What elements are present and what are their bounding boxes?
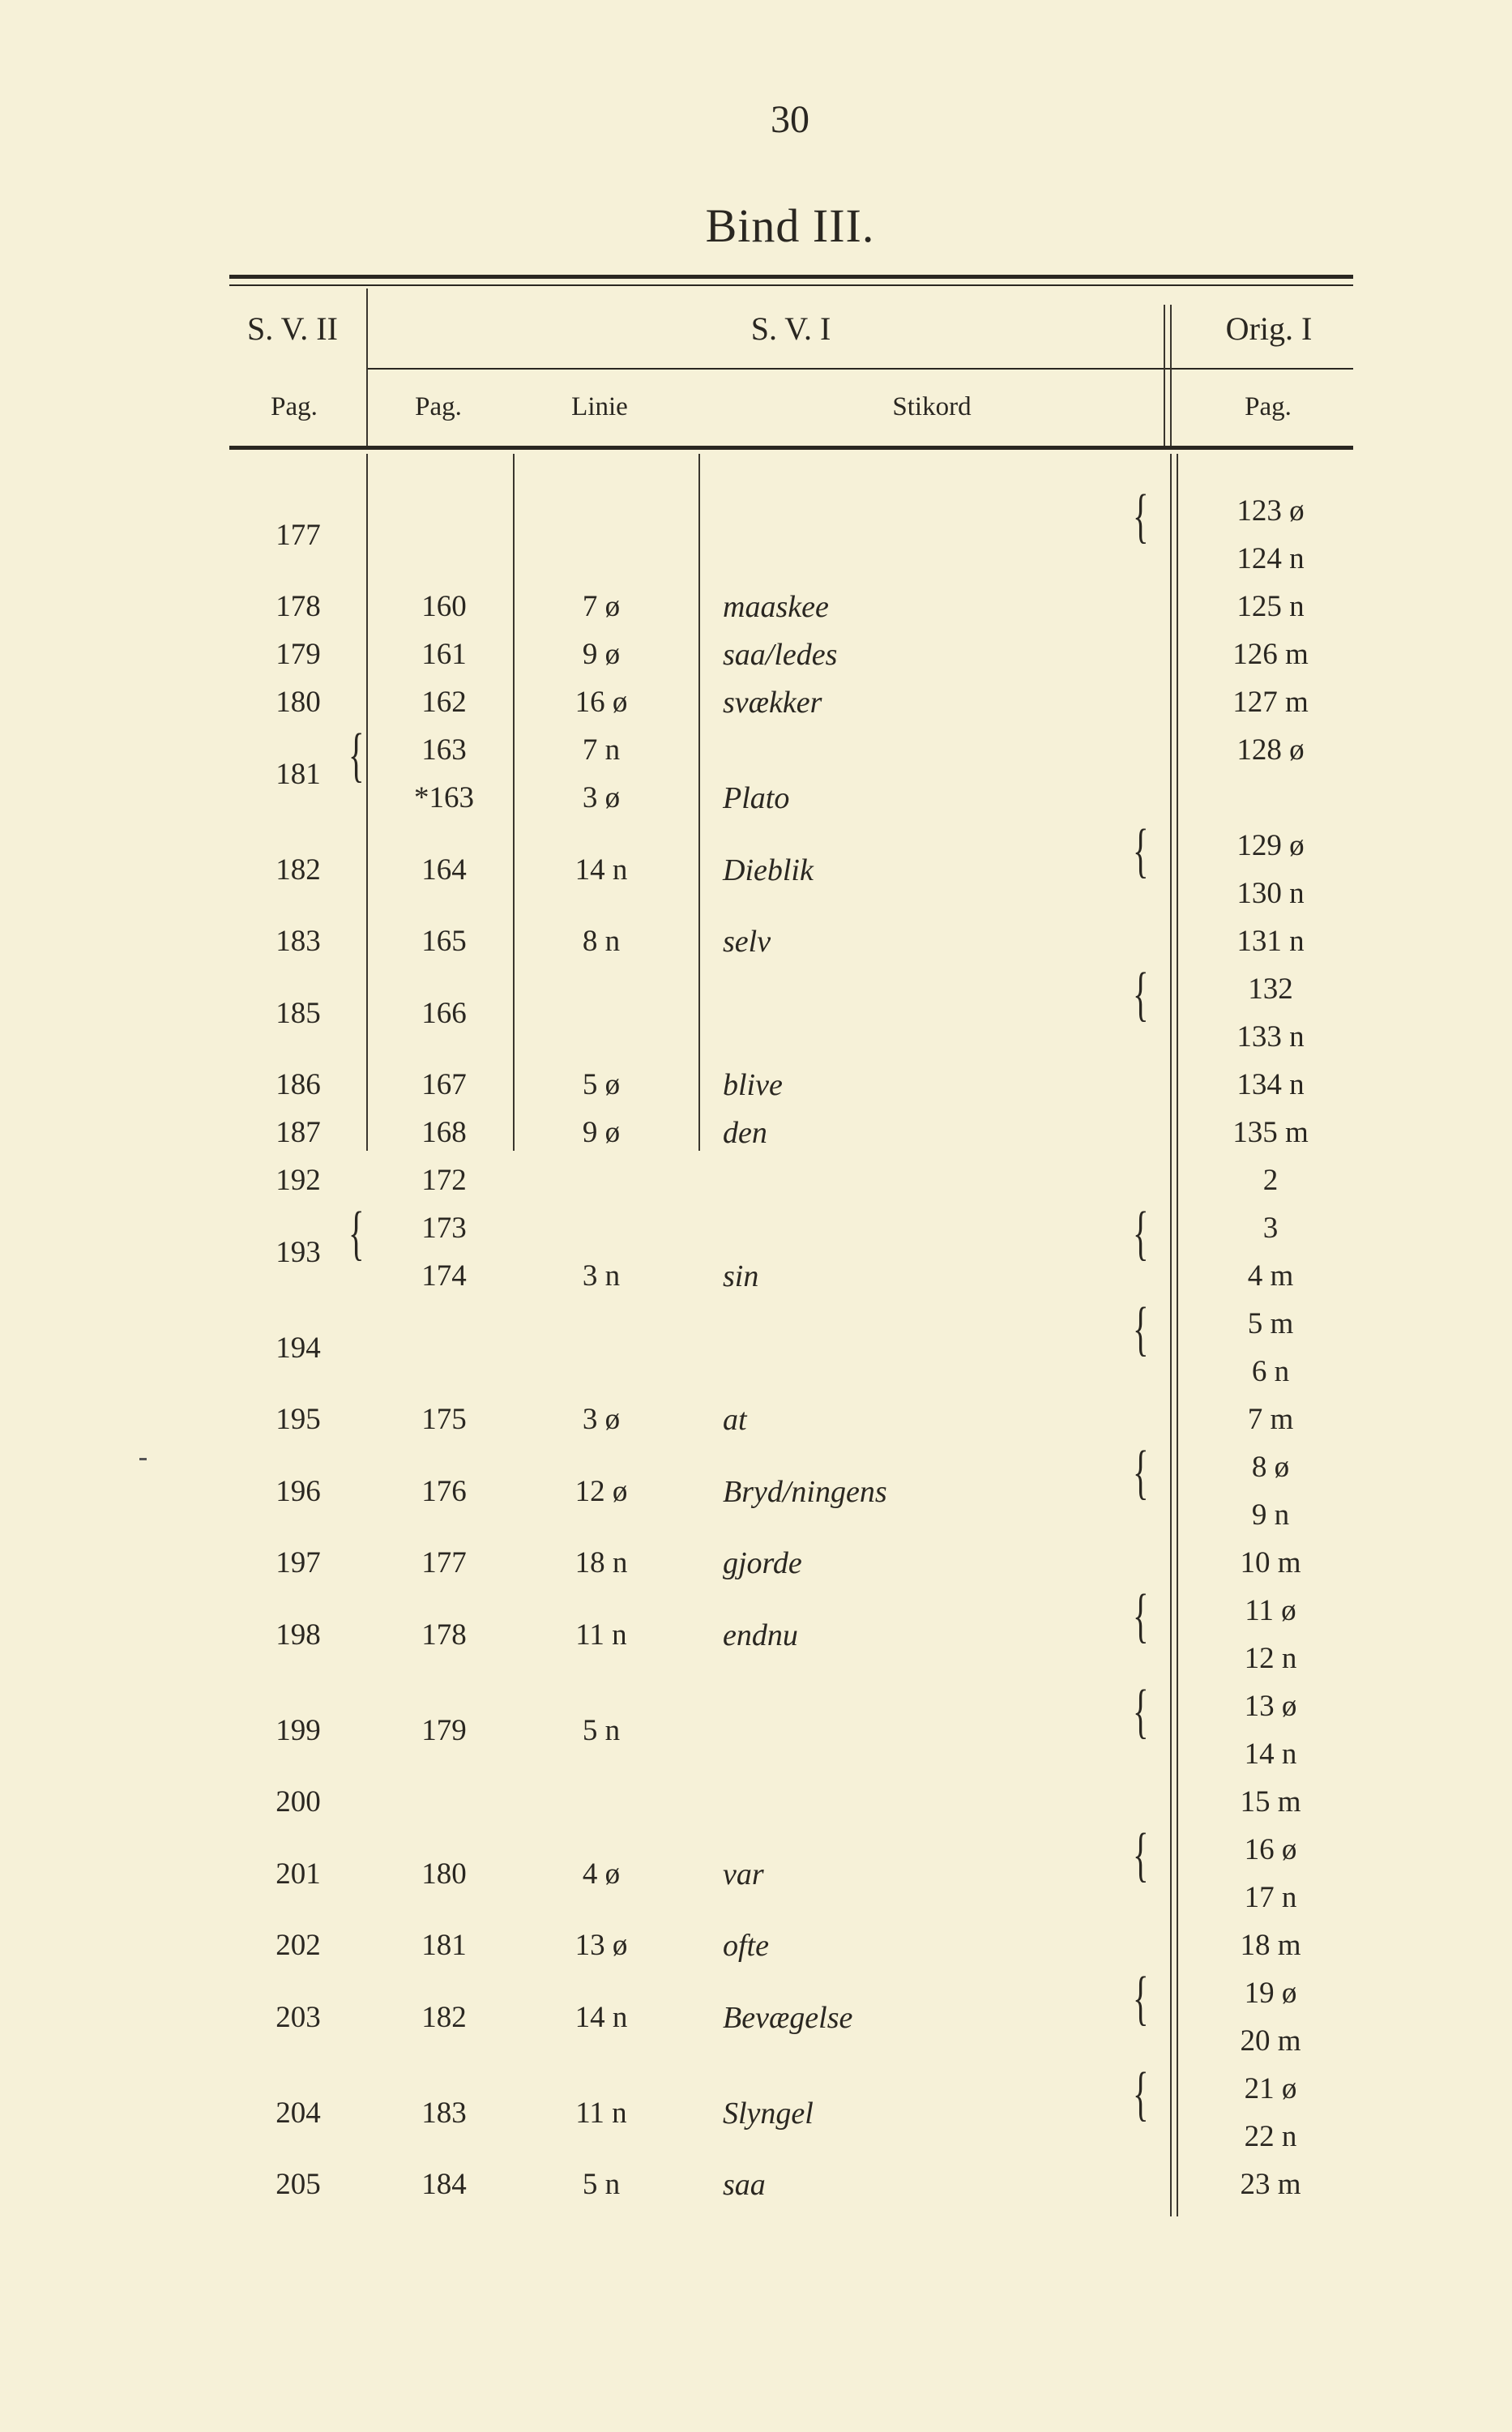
sv1-line: 8 n: [582, 925, 621, 958]
sv1-page: 184: [421, 2168, 467, 2201]
stikord: svækker: [723, 686, 822, 720]
sv2-page: 181: [275, 757, 321, 791]
header-bottom-rule: [229, 446, 1353, 450]
sv2-page: 198: [275, 1618, 321, 1652]
orig-page: 2: [1262, 1164, 1279, 1197]
sv1-page: 162: [421, 686, 467, 719]
orig-page: 23 m: [1240, 2168, 1301, 2201]
sv1-page: 167: [421, 1068, 467, 1101]
sv2-page: 201: [275, 1857, 321, 1891]
sv2-page: 180: [275, 686, 321, 719]
page-number: 30: [771, 98, 809, 141]
orig-page: 129 ø: [1237, 829, 1305, 862]
orig-page: 22 n: [1244, 2120, 1297, 2153]
sv1-page: 180: [421, 1857, 467, 1891]
stray-ink-mark: [139, 1458, 147, 1460]
sv1-page: 178: [421, 1618, 467, 1652]
orig-page: 10 m: [1240, 1546, 1301, 1579]
sv2-page: 179: [275, 638, 321, 671]
sv2-page: 187: [275, 1116, 321, 1149]
stikord: Bevægelse: [723, 2000, 853, 2035]
sv2-page: 182: [275, 853, 321, 887]
sv1-line: 12 ø: [574, 1474, 628, 1508]
sv1-line: 5 n: [582, 2168, 621, 2201]
orig-page: 14 n: [1244, 1737, 1297, 1771]
sv1-page: 174: [421, 1259, 467, 1293]
sv2-page: 194: [275, 1331, 321, 1365]
header-linie: Linie: [571, 392, 628, 421]
orig-page: 18 m: [1240, 1929, 1301, 1962]
sv2-page: 192: [275, 1164, 321, 1197]
orig-brace: {: [1133, 1822, 1149, 1888]
orig-page: 20 m: [1240, 2024, 1301, 2058]
orig-page: 9 n: [1251, 1498, 1290, 1532]
rule-before-orig-header-2: [1170, 305, 1172, 446]
header-pag-sv2: Pag.: [271, 392, 318, 421]
orig-brace: {: [1133, 1583, 1149, 1649]
sv1-line: 14 n: [574, 2000, 628, 2034]
sv1-line: 4 ø: [582, 1857, 621, 1891]
orig-page: 6 n: [1251, 1355, 1290, 1388]
stikord: var: [723, 1857, 764, 1891]
orig-page: 134 n: [1237, 1068, 1305, 1101]
orig-brace: {: [1133, 1439, 1149, 1506]
orig-page: 7 m: [1247, 1403, 1294, 1436]
sv1-line: 5 n: [582, 1713, 621, 1747]
sv1-page: 168: [421, 1116, 467, 1149]
sv2-page: 204: [275, 2096, 321, 2130]
sv2-page: 185: [275, 996, 321, 1030]
orig-page: 135 m: [1232, 1116, 1309, 1149]
orig-page: 11 ø: [1245, 1594, 1296, 1627]
rule-before-orig: [1170, 454, 1172, 2216]
orig-page: 132: [1248, 972, 1293, 1006]
stikord: selv: [723, 925, 771, 959]
sv1-page: *163: [414, 781, 474, 814]
orig-page: 3: [1262, 1212, 1279, 1245]
orig-page: 8 ø: [1251, 1451, 1290, 1484]
orig-page: 13 ø: [1244, 1690, 1297, 1723]
orig-page: 5 m: [1247, 1307, 1294, 1340]
orig-page: 126 m: [1232, 638, 1309, 671]
orig-page: 19 ø: [1244, 1977, 1297, 2010]
sv2-page: 196: [275, 1474, 321, 1508]
stikord: Dieblik: [723, 853, 814, 887]
header-pag-orig: Pag.: [1245, 392, 1292, 421]
orig-page: 133 n: [1237, 1020, 1305, 1054]
sv2-page: 200: [275, 1785, 321, 1819]
orig-brace: {: [1133, 1296, 1149, 1362]
stikord: endnu: [723, 1618, 798, 1652]
sv2-page: 183: [275, 925, 321, 958]
sv2-page: 186: [275, 1068, 321, 1101]
orig-brace: {: [1133, 1200, 1149, 1267]
sv1-line: 3 n: [582, 1259, 621, 1293]
top-rule-thick: [229, 275, 1353, 279]
sv1-line: 13 ø: [574, 1929, 628, 1962]
stikord: gjorde: [723, 1546, 802, 1580]
sv1-page: 160: [421, 590, 467, 623]
rule-after-sv2-header: [366, 289, 368, 446]
sv1-line: 18 n: [574, 1546, 628, 1579]
sv1-line: 11 n: [575, 2096, 627, 2130]
sv1-line: 16 ø: [574, 686, 628, 719]
rule-after-sv2: [366, 454, 368, 1151]
sv1-page: 163: [421, 733, 467, 767]
orig-page: 12 n: [1244, 1642, 1297, 1675]
orig-page: 128 ø: [1237, 733, 1305, 767]
rule-before-orig-2: [1177, 454, 1178, 2216]
sv-brace: {: [348, 1200, 365, 1267]
sv1-line: 3 ø: [582, 1403, 621, 1436]
header-orig: Orig. I: [1225, 310, 1313, 347]
sv2-page: 195: [275, 1403, 321, 1436]
orig-brace: {: [1133, 1678, 1149, 1745]
sv2-page: 203: [275, 2000, 321, 2034]
sv1-page: 176: [421, 1474, 467, 1508]
sv1-line: 7 n: [582, 733, 621, 767]
sv1-page: 182: [421, 2000, 467, 2034]
stikord: den: [723, 1116, 767, 1150]
sv1-page: 161: [421, 638, 467, 671]
sv1-page: 177: [421, 1546, 467, 1579]
sv2-page: 202: [275, 1929, 321, 1962]
sv1-page: 173: [421, 1212, 467, 1245]
orig-brace: {: [1133, 818, 1149, 884]
header-sv2: S. V. II: [247, 310, 338, 347]
sv1-line: 14 n: [574, 853, 628, 887]
sv1-line: 9 ø: [582, 1116, 621, 1149]
rule-after-linie: [698, 454, 700, 1151]
stikord: blive: [723, 1068, 783, 1102]
header-stikord: Stikord: [892, 392, 972, 421]
sv1-page: 181: [421, 1929, 467, 1962]
stikord: ofte: [723, 1929, 769, 1963]
sv1-page: 172: [421, 1164, 467, 1197]
header-sv1: S. V. I: [750, 310, 831, 347]
sv1-page: 165: [421, 925, 467, 958]
sv2-page: 197: [275, 1546, 321, 1579]
sv-brace: {: [348, 722, 365, 789]
orig-page: 131 n: [1237, 925, 1305, 958]
orig-page: 17 n: [1244, 1881, 1297, 1914]
stikord: saa: [723, 2168, 766, 2202]
stikord: Slyngel: [723, 2096, 814, 2131]
group-header-rule: [366, 368, 1353, 370]
volume-title: Bind III.: [705, 199, 875, 252]
stikord: saa/ledes: [723, 638, 838, 672]
rule-after-pag-sv1: [513, 454, 515, 1151]
sv2-page: 199: [275, 1713, 321, 1747]
sv1-line: 5 ø: [582, 1068, 621, 1101]
orig-page: 123 ø: [1237, 494, 1305, 528]
sv1-page: 166: [421, 996, 467, 1030]
orig-page: 16 ø: [1244, 1833, 1297, 1866]
sv1-page: 164: [421, 853, 467, 887]
stikord: sin: [723, 1259, 759, 1293]
sv1-page: 175: [421, 1403, 467, 1436]
sv1-page: 179: [421, 1713, 467, 1747]
sv2-page: 193: [275, 1235, 321, 1269]
sv1-line: 7 ø: [582, 590, 621, 623]
orig-page: 125 n: [1237, 590, 1305, 623]
orig-page: 15 m: [1240, 1785, 1301, 1819]
sv1-line: 9 ø: [582, 638, 621, 671]
stikord: Bryd/ningens: [723, 1474, 887, 1509]
top-rule-thin: [229, 284, 1353, 286]
header-pag-sv1: Pag.: [415, 392, 462, 421]
sv1-line: 11 n: [575, 1618, 627, 1652]
orig-brace: {: [1133, 961, 1149, 1028]
orig-brace: {: [1133, 483, 1149, 549]
sv2-page: 177: [275, 518, 321, 552]
orig-page: 21 ø: [1244, 2072, 1297, 2105]
sv2-page: 205: [275, 2168, 321, 2201]
rule-before-orig-header: [1164, 305, 1165, 446]
orig-page: 127 m: [1232, 686, 1309, 719]
orig-page: 130 n: [1237, 877, 1305, 910]
stikord: maaskee: [723, 590, 829, 624]
stikord: Plato: [723, 781, 790, 815]
sv1-line: 3 ø: [582, 781, 621, 814]
orig-brace: {: [1133, 2061, 1149, 2127]
orig-page: 4 m: [1247, 1259, 1294, 1293]
sv1-page: 183: [421, 2096, 467, 2130]
sv2-page: 178: [275, 590, 321, 623]
stikord: at: [723, 1403, 747, 1437]
orig-page: 124 n: [1237, 542, 1305, 575]
orig-brace: {: [1133, 1965, 1149, 2032]
